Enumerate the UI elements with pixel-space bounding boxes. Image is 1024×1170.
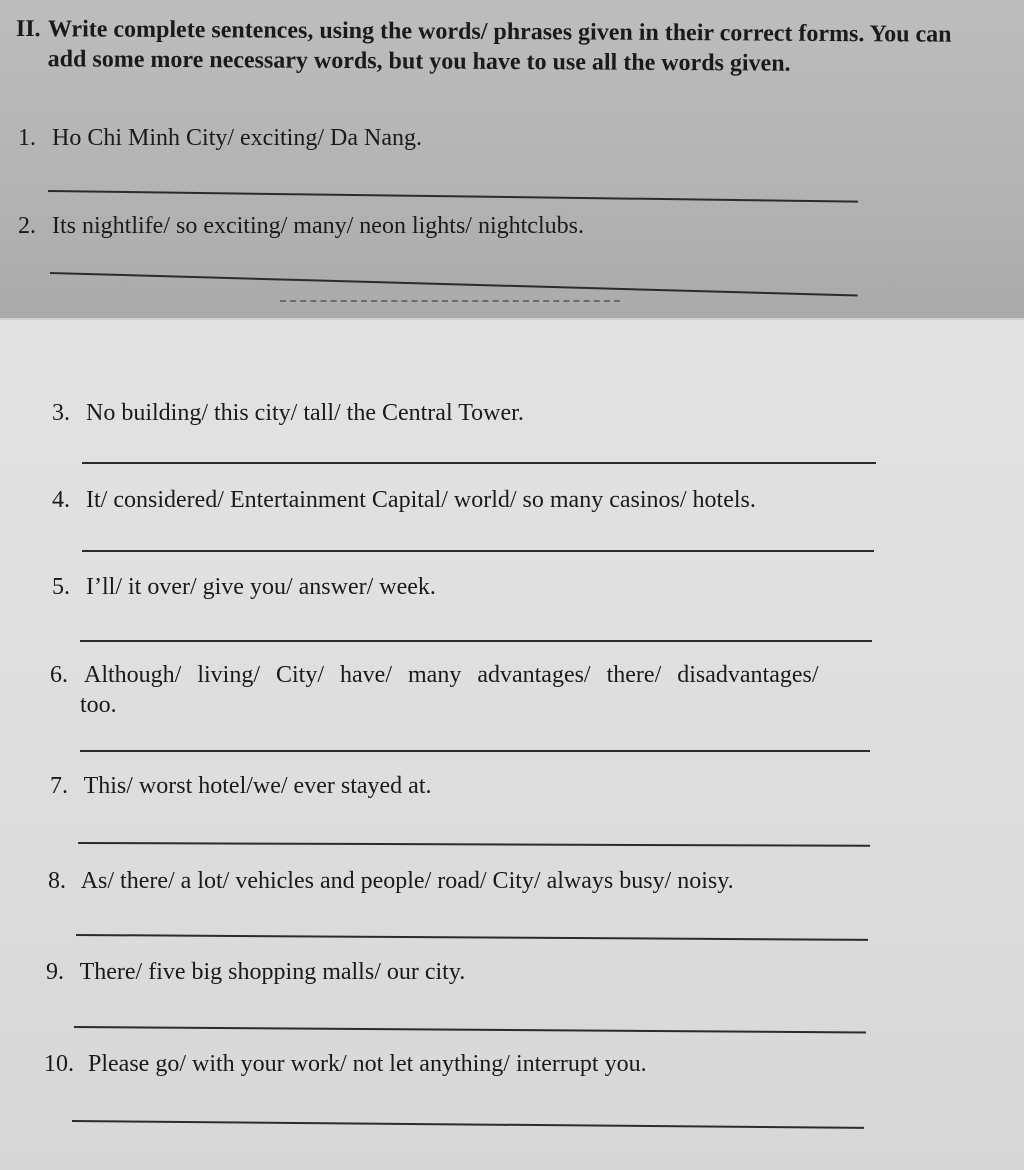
answer-line-6[interactable] bbox=[80, 750, 870, 752]
question-prompt: Although/ living/ City/ have/ many advantages/ there/ disadvantages/ bbox=[84, 662, 819, 688]
question-prompt: Please go/ with your work/ not let anything/ interrupt you. bbox=[88, 1051, 647, 1077]
question-4 bbox=[52, 486, 756, 514]
question-7 bbox=[50, 772, 431, 800]
question-10 bbox=[44, 1050, 647, 1078]
question-prompt: Its nightlife/ so exciting/ many/ neon lights/ nightclubs. bbox=[52, 213, 584, 239]
question-number: 1. bbox=[18, 125, 36, 151]
question-prompt: No building/ this city/ tall/ the Central Tower. bbox=[86, 400, 524, 426]
question-number: 4. bbox=[52, 487, 70, 513]
question-prompt: It/ considered/ Entertainment Capital/ world/ so many casinos/ hotels. bbox=[86, 487, 756, 513]
worksheet-lower-photo bbox=[0, 318, 1024, 1170]
question-number: 10. bbox=[44, 1051, 74, 1077]
question-5 bbox=[52, 573, 436, 601]
answer-line-5[interactable] bbox=[80, 640, 872, 642]
question-prompt: As/ there/ a lot/ vehicles and people/ road/ City/ always busy/ noisy. bbox=[80, 868, 734, 894]
question-1 bbox=[18, 124, 422, 152]
question-2 bbox=[18, 212, 584, 240]
question-number: 9. bbox=[46, 959, 64, 985]
question-prompt: This/ worst hotel/we/ ever stayed at. bbox=[83, 773, 432, 799]
question-prompt: There/ five big shopping malls/ our city. bbox=[79, 959, 466, 985]
question-6-continuation: too. bbox=[80, 692, 117, 718]
instruction-text: Write complete sentences, using the words/ phrases given in their correct forms. You can add some more necessary words, but you have to use all the words given. bbox=[47, 16, 952, 77]
answer-line-3[interactable] bbox=[82, 462, 876, 464]
question-3 bbox=[52, 399, 524, 427]
section-instruction bbox=[16, 14, 976, 80]
dotted-guide bbox=[280, 300, 620, 302]
section-number: II. bbox=[15, 15, 41, 43]
question-number: 6. bbox=[50, 662, 68, 688]
question-number: 7. bbox=[50, 773, 68, 799]
question-number: 2. bbox=[18, 213, 36, 239]
question-8 bbox=[48, 867, 734, 895]
question-prompt: Ho Chi Minh City/ exciting/ Da Nang. bbox=[52, 125, 422, 151]
question-prompt: I’ll/ it over/ give you/ answer/ week. bbox=[86, 574, 436, 600]
question-number: 3. bbox=[52, 400, 70, 426]
question-number: 5. bbox=[52, 574, 70, 600]
answer-line-4[interactable] bbox=[82, 550, 874, 552]
question-6 bbox=[50, 661, 980, 689]
question-9 bbox=[46, 958, 465, 986]
question-number: 8. bbox=[48, 868, 66, 894]
